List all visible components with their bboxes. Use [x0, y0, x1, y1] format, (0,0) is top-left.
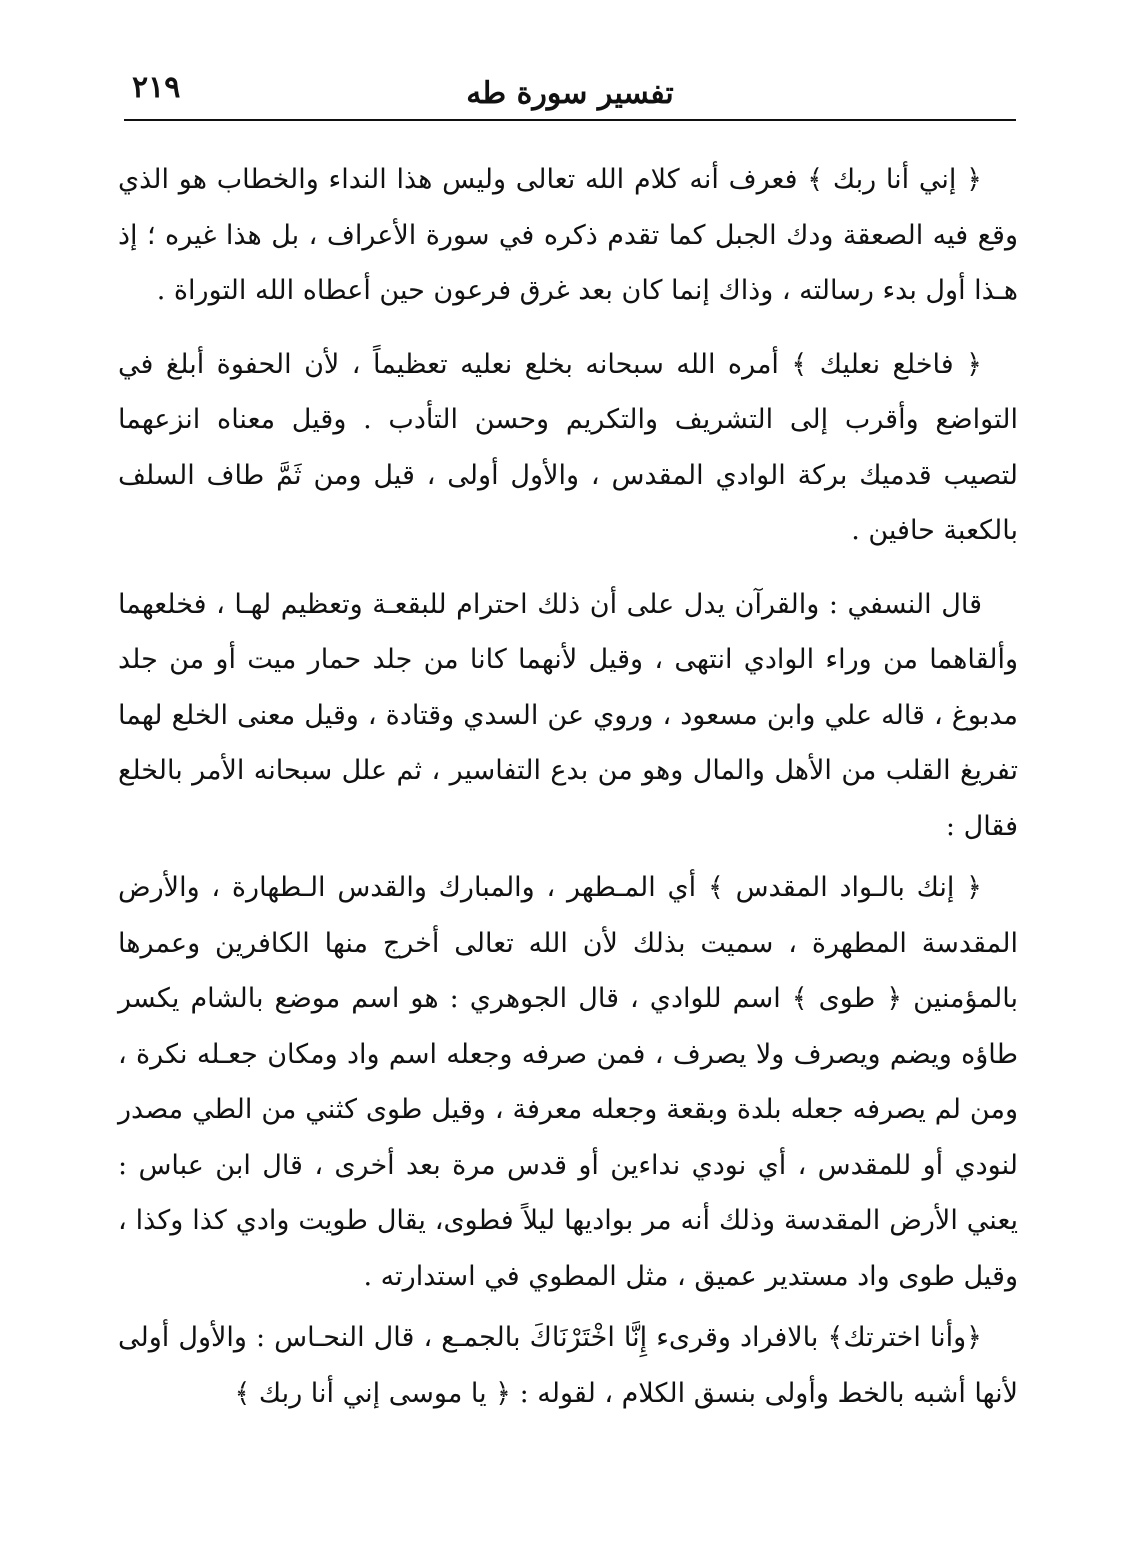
page-title: تفسير سورة طه	[466, 76, 674, 111]
page-body	[118, 152, 1018, 1427]
page-header	[124, 60, 1016, 120]
paragraph-1: ﴿ إني أنا ربك ﴾ فعرف أنه كلام الله تعالى وليس هذا النداء والخطاب هو الذي وقع فيه الصعقة ودك الجبل كما تقدم ذكره في سورة الأعراف ، بل هذا غيره ؛ إذ هـذا أول بدء رسالته ، وذاك إنما كان بعد غرق فرعون حين أعطاه الله التوراة .	[118, 164, 1018, 306]
header-divider	[124, 119, 1016, 121]
paragraph-5: ﴿وأنا اخترتك﴾ بالافراد وقرىء إِنَّا اخْتَرْنَاكَ بالجمـع ، قال النحـاس : والأول أولى لأنها أشبه بالخط وأولى بنسق الكلام ، لقوله : ﴿ يا موسى إني أنا ربك ﴾	[118, 1322, 1018, 1409]
page-number: ٢١٩	[132, 70, 181, 105]
paragraph-2: ﴿ فاخلع نعليك ﴾ أمره الله سبحانه بخلع نعليه تعظيماً ، لأن الحفوة أبلغ في التواضع وأقرب إلى التشريف والتكريم وحسن التأدب . وقيل معناه انزعهما لتصيب قدميك بركة الوادي المقدس ، والأول أولى ، قيل ومن ثَمَّ طاف السلف بالكعبة حافين .	[118, 348, 1018, 546]
paragraph-3: قال النسفي : والقرآن يدل على أن ذلك احترام للبقعـة وتعظيم لهـا ، فخلعهما وألقاهما من وراء الوادي انتهى ، وقيل لأنهما كانا من جلد حمار ميت أو من جلد مدبوغ ، قاله علي وابن مسعود ، وروي عن السدي وقتادة ، وقيل معنى الخلع لهما تفريغ القلب من الأهل والمال وهو من بدع التفاسير ، ثم علل سبحانه الأمر بالخلع فقال :	[118, 588, 1018, 842]
paragraph-4: ﴿ إنك بالـواد المقدس ﴾ أي المـطهر ، والمبارك والقدس الـطهارة ، والأرض المقدسة المطهرة ، سميت بذلك لأن الله تعالى أخرج منها الكافرين وعمرها بالمؤمنين ﴿ طوى ﴾ اسم للوادي ، قال الجوهري : هو اسم موضع بالشام يكسر طاؤه ويضم ويصرف ولا يصرف ، فمن صرفه وجعله اسم واد ومكان جعـله نكرة ، ومن لم يصرفه جعله بلدة وبقعة وجعله معرفة ، وقيل طوى كثني من الطي مصدر لنودي أو للمقدس ، أي نودي نداءين أو قدس مرة بعد أخرى ، قال ابن عباس : يعني الأرض المقدسة وذلك أنه مر بواديها ليلاً فطوى، يقال طويت وادي كذا وكذا ، وقيل طوى واد مستدير عميق ، مثل المطوي في استدارته .	[118, 872, 1018, 1292]
